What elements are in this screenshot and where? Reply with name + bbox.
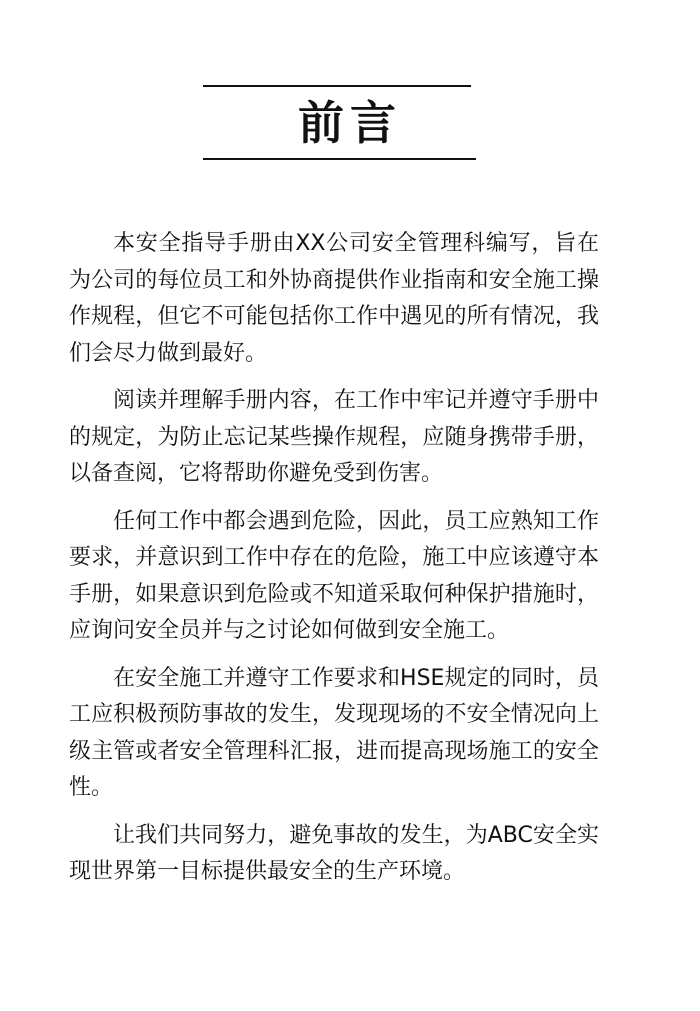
paragraph-reading: 阅读并理解手册内容，在工作中牢记并遵守手册中的规定，为防止忘记某些操作规程，应随身携带手册，以备查阅，它将帮助你避免受到伤害。 [69, 388, 599, 486]
title-bottom-rule [203, 158, 476, 160]
paragraph-closing: 让我们共同努力，避免事故的发生，为ABC安全实现世界第一目标提供最安全的生产环境。 [69, 822, 599, 884]
paragraph-hse: 在安全施工并遵守工作要求和HSE规定的同时，员工应积极预防事故的发生，发现现场的不安全情况向上级主管或者安全管理科汇报，进而提高现场施工的安全性。 [69, 665, 599, 800]
paragraph-intro: 本安全指导手册由XX公司安全管理科编写，旨在为公司的每位员工和外协商提供作业指南和安全施工操作规程，但它不可能包括你工作中遇见的所有情况，我们会尽力做到最好。 [69, 231, 599, 366]
preface-body [69, 226, 599, 902]
page-title: 前言 [298, 96, 402, 150]
title-top-rule [203, 85, 471, 87]
paragraph-hazards: 任何工作中都会遇到危险，因此，员工应熟知工作要求，并意识到工作中存在的危险，施工中应该遵守本手册，如果意识到危险或不知道采取何种保护措施时，应询问安全员并与之讨论如何做到安全施工。 [69, 508, 599, 643]
